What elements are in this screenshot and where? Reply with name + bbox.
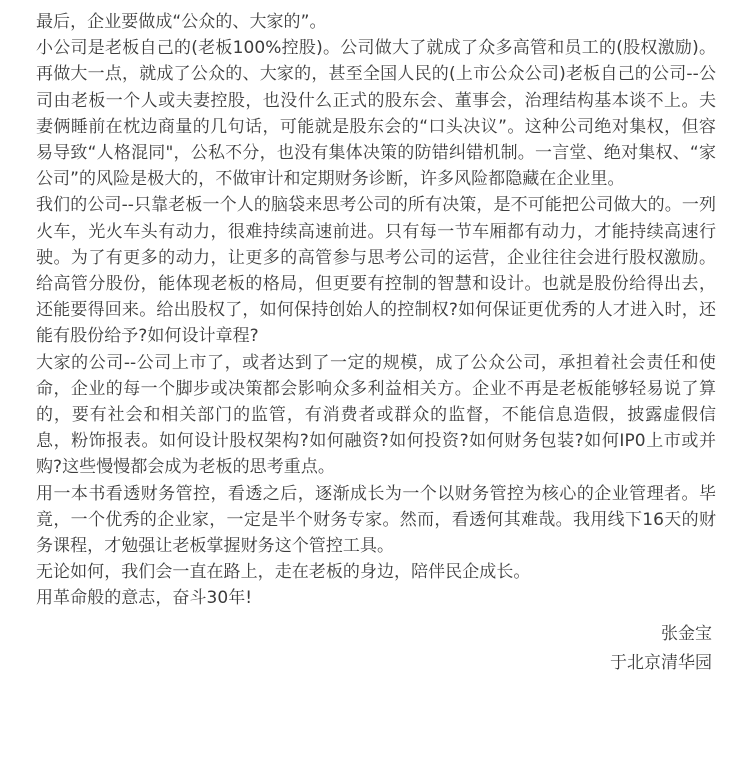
paragraph-small-company: 小公司是老板自己的(老板100%控股)。公司做大了就成了众多高管和员工的(股权激励)。再做大一点，就成了公众的、大家的，甚至全国人民的(上市公众公司)老板自己的公司--公司由老板一个人或夫妻控股，也没什么正式的股东会、董事会，治理结构基本谈不上。夫妻俩睡前在枕边商量的几句话，可能就是股东会的“口头决议”。这种公司绝对集权，但容易导致“人格混同"，公私不分，也没有集体决策的防错纠错机制。一言堂、绝对集权、“家公司”的风险是极大的，不做审计和定期财务诊断，许多风险都隐藏在企业里。: [36, 38, 716, 190]
paragraph-commitment: 无论如何，我们会一直在路上，走在老板的身边，陪伴民企成长。: [36, 562, 531, 583]
signature-location: 于北京清华园: [610, 652, 712, 673]
paragraph-public-company: 大家的公司--公司上市了，或者达到了一定的规模，成了公众公司，承担着社会责任和使命，企业的每一个脚步或决策都会影响众多利益相关方。企业不再是老板能够轻易说了算的，要有社会和相关部门的监管，有消费者或群众的监督，不能信息造假，披露虚假信息，粉饰报表。如何设计股权架构?如何融资?如何投资?如何财务包装?如何IP0上市或并购?这些慢慢都会成为老板的思考重点。: [36, 352, 716, 478]
signature-author: 张金宝: [661, 623, 712, 644]
paragraph-book-purpose: 用一本书看透财务管控，看透之后，逐渐成长为一个以财务管控为核心的企业管理者。毕竟，一个优秀的企业家，一定是半个财务专家。然而，看透何其难哉。我用线下16天的财务课程，才勉强让老板掌握财务这个管控工具。: [36, 483, 716, 557]
paragraph-our-company: 我们的公司--只靠老板一个人的脑袋来思考公司的所有决策，是不可能把公司做大的。一列火车，光火车头有动力，很难持续高速前进。只有每一节车厢都有动力，才能持续高速行驶。为了有更多的动力，让更多的高管参与思考公司的运营，企业往往会进行股权激励。给高管分股份，能体现老板的格局，但更要有控制的智慧和设计。也就是股份给得出去，还能要得回来。给出股权了，如何保持创始人的控制权?如何保证更优秀的人才进入时，还能有股份给予?如何设计章程?: [36, 195, 716, 347]
paragraph-motto: 用革命般的意志，奋斗30年!: [36, 588, 253, 609]
paragraph-intro: 最后，企业要做成“公众的、大家的”。: [36, 12, 327, 32]
signature-block: [36, 620, 716, 678]
